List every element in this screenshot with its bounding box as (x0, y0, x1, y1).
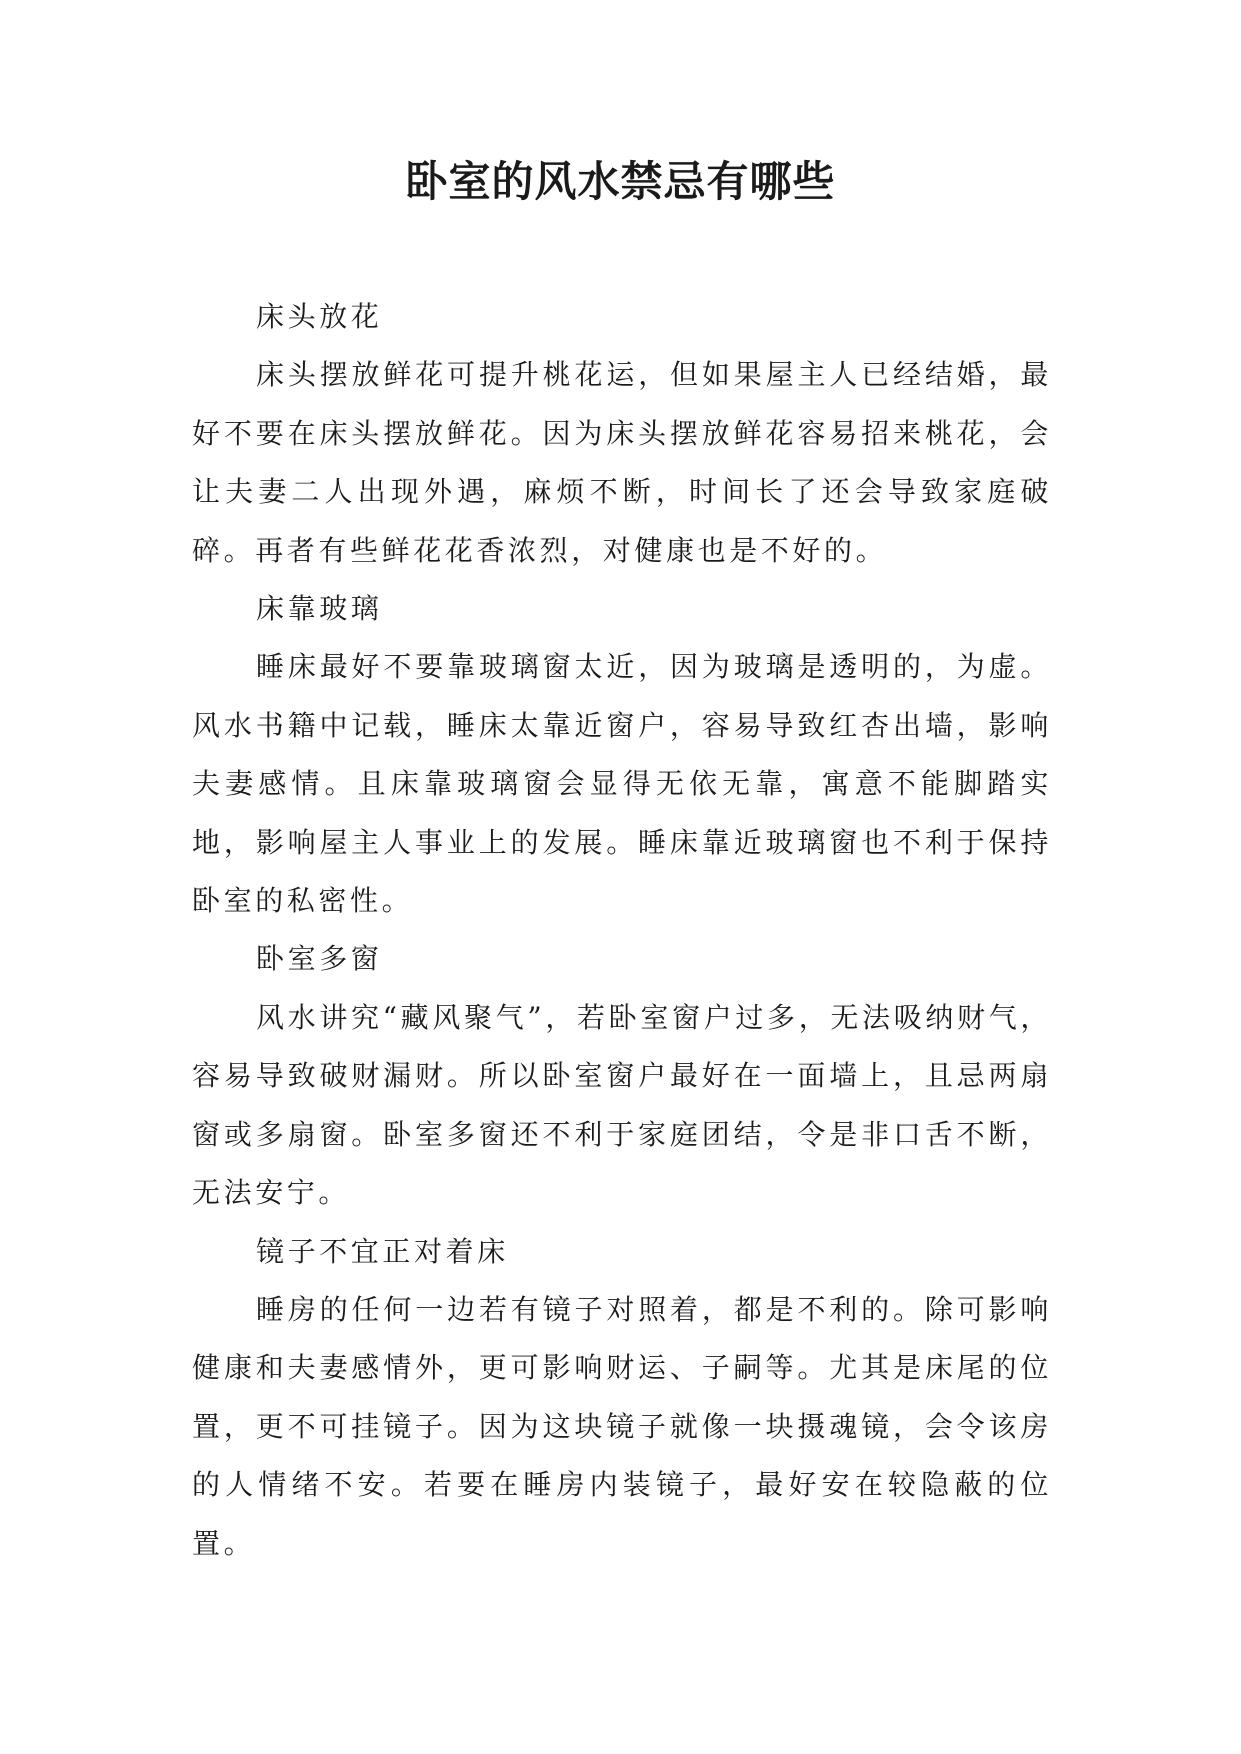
paragraph-mirror-facing-bed: 睡房的任何一边若有镜子对照着，都是不利的。除可影响健康和夫妻感情外，更可影响财运、子嗣等。尤其是床尾的位置，更不可挂镜子。因为这块镜子就像一块摄魂镜，会令该房的人情绪不安。若要在睡房内装镜子，最好安在较隐蔽的位置。 (192, 1292, 1052, 1560)
paragraph-bedside-flowers: 床头摆放鲜花可提升桃花运，但如果屋主人已经结婚，最好不要在床头摆放鲜花。因为床头摆放鲜花容易招来桃花，会让夫妻二人出现外遇，麻烦不断，时间长了还会导致家庭破碎。再者有些鲜花花香浓烈，对健康也是不好的。 (192, 358, 1052, 567)
document-title: 卧室的风水禁忌有哪些 (405, 157, 836, 206)
section-heading-bed-near-glass: 床靠玻璃 (256, 592, 383, 626)
document-body (192, 288, 1052, 1573)
paragraph-bed-near-glass: 睡床最好不要靠玻璃窗太近，因为玻璃是透明的，为虚。风水书籍中记载，睡床太靠近窗户，容易导致红杏出墙，影响夫妻感情。且床靠玻璃窗会显得无依无靠，寓意不能脚踏实地，影响屋主人事业上的发展。睡床靠近玻璃窗也不利于保持卧室的私密性。 (192, 650, 1052, 918)
paragraph-many-windows: 风水讲究“藏风聚气”，若卧室窗户过多，无法吸纳财气，容易导致破财漏财。所以卧室窗户最好在一面墙上，且忌两扇窗或多扇窗。卧室多窗还不利于家庭团结，令是非口舌不断，无法安宁。 (192, 1000, 1052, 1210)
section-heading-many-windows: 卧室多窗 (256, 942, 383, 976)
section-heading-bedside-flowers: 床头放花 (256, 300, 383, 333)
section-heading-mirror-facing-bed: 镜子不宜正对着床 (256, 1234, 509, 1268)
